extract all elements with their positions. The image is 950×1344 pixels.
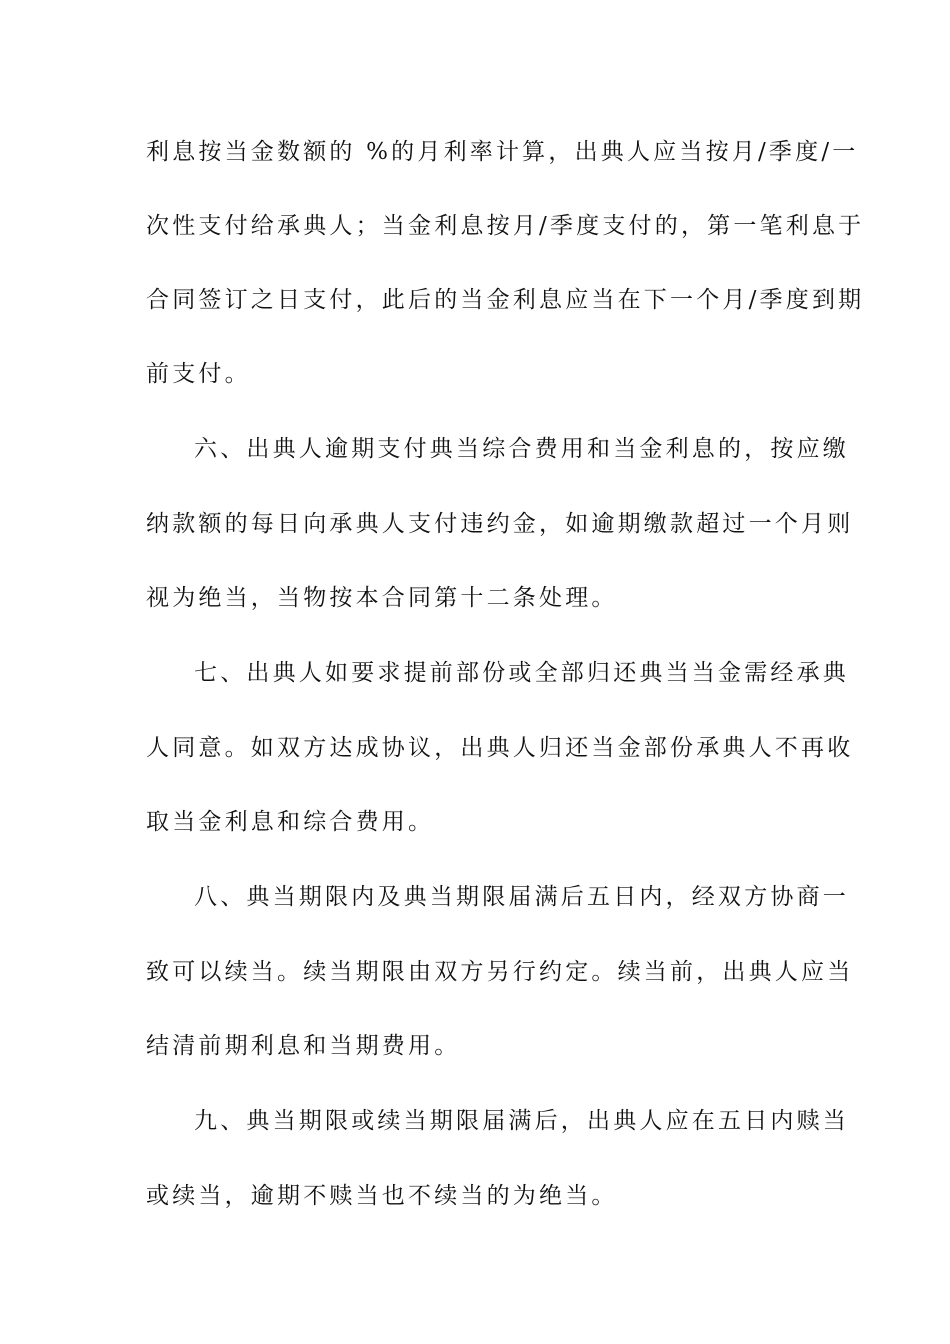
text-line: 结清前期利息和当期费用。 xyxy=(146,1033,461,1059)
text-line: 或续当，逾期不赎当也不续当的为绝当。 xyxy=(146,1183,618,1209)
text-line: 取当金利息和综合费用。 xyxy=(146,809,435,835)
text-line: 视为绝当，当物按本合同第十二条处理。 xyxy=(146,585,618,611)
text-line: 利息按当金数额的 %的月利率计算，出典人应当按月/季度/一 xyxy=(146,139,859,165)
clause-9-first-line: 九、典当期限或续当期限届满后，出典人应在五日内赎当 xyxy=(194,1108,849,1134)
text-line: 人同意。如双方达成协议，出典人归还当金部份承典人不再收 xyxy=(146,735,854,761)
clause-6-first-line: 六、出典人逾期支付典当综合费用和当金利息的，按应缴 xyxy=(194,436,849,462)
text-line: 前支付。 xyxy=(146,361,251,387)
text-line: 纳款额的每日向承典人支付违约金，如逾期缴款超过一个月则 xyxy=(146,511,854,537)
text-line: 致可以续当。续当期限由双方另行约定。续当前，出典人应当 xyxy=(146,959,854,985)
clause-8-first-line: 八、典当期限内及典当期限届满后五日内，经双方协商一 xyxy=(194,884,849,910)
text-line: 次性支付给承典人；当金利息按月/季度支付的，第一笔利息于 xyxy=(146,213,865,239)
text-line: 合同签订之日支付，此后的当金利息应当在下一个月/季度到期 xyxy=(146,287,865,313)
clause-7-first-line: 七、出典人如要求提前部份或全部归还典当当金需经承典 xyxy=(194,660,849,686)
